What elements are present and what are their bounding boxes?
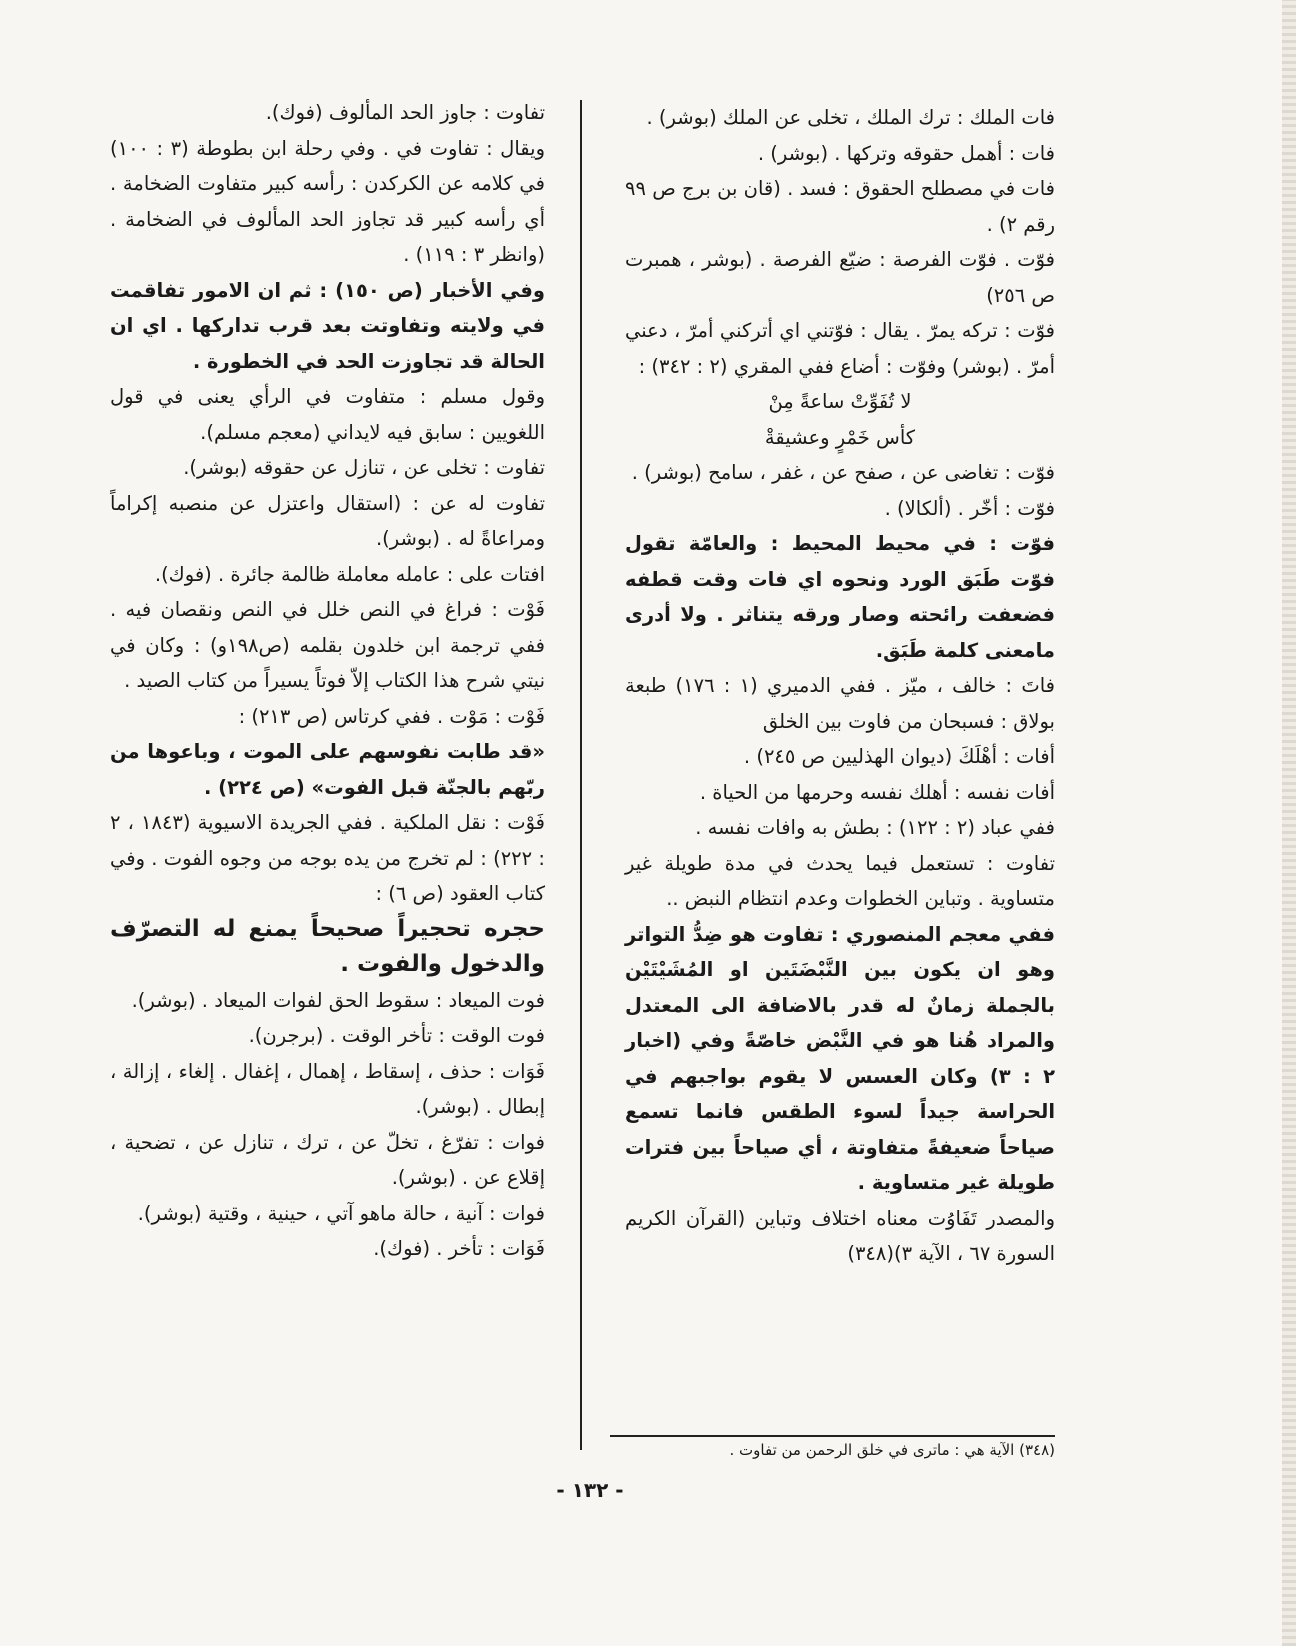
verse-line: كأس خَمْرٍ وعشيقةْ <box>764 425 916 449</box>
entry: فوّت . فوّت الفرصة : ضيّع الفرصة . (بوشر ، همبرت ص ٢٥٦) <box>625 248 1055 307</box>
entry: فَوْت : مَوْت . ففي كرتاس (ص ٢١٣) : <box>238 704 545 728</box>
entry: فوات : تفرّغ ، تخلّ عن ، ترك ، تنازل عن ، تضحية ، إقلاع عن . (بوشر). <box>110 1130 545 1189</box>
quote: «قد طابت نفوسهم على الموت ، وباعوها من ربّهم بالجنّة قبل الفوت» (ص ٢٢٤) . <box>110 740 545 799</box>
entry: فاتَ : خالف ، ميّز . ففي الدميري (١ : ١٧٦) طبعة بولاق : فسبحان من فاوت بين الخلق <box>625 674 1055 733</box>
entry: فوّت : تركه يمرّ . يقال : فوّتني اي أتركني أمرّ ، دعني أمرّ . (بوشر) وفوّت : أضاع ففي المقري (٢ : ٣٤٢) : <box>625 319 1055 378</box>
entry: فَوْت : نقل الملكية . ففي الجريدة الاسيوية (١٨٤٣ ، ٢ : ٢٢٢) : لم تخرج من يده بوجه من وجوه الفوت . وفي كتاب العقود (ص ٦) : <box>110 811 545 905</box>
entry: تفاوت : جاوز الحد المألوف (فوك). <box>265 101 545 124</box>
entry: ففي معجم المنصوري : تفاوت هو ضِدُّ التواتر وهو ان يكون بين النَّبْضَتَين او المُشَيْتَيْن بالجملة زمانٌ له قدر بالاضافة الى المعتدل والمراد هُنا هو في النَّبْض خاصّةً وفي (اخبار ٢ : ٣) وكان العسس لا يقوم بواجبهم في الحراسة جيداً لسوء الطقس فانما تسمع صياحاً ضعيفةً متفاوتة ، أي صياحاً بين فترات طويلة غير متساوية . <box>625 922 1055 1194</box>
right-column <box>625 100 1055 1272</box>
left-column <box>110 95 545 1267</box>
entry: فوت الوقت : تأخر الوقت . (برجرن). <box>248 1024 545 1047</box>
quote: حجره تحجيراً صحيحاً يمنع له التصرّف والدخول والفوت . <box>110 915 545 977</box>
entry: فات في مصطلح الحقوق : فسد . (قان بن برج ص ٩٩ رقم ٢) . <box>625 177 1055 236</box>
scan-edge <box>1282 0 1296 1646</box>
entry: تفاوت : تخلى عن ، تنازل عن حقوقه (بوشر). <box>183 456 545 479</box>
entry: تفاوت له عن : (استقال واعتزل عن منصبه إكراماً ومراعاةً له . (بوشر). <box>110 491 545 550</box>
entry: افتات على : عامله معاملة ظالمة جائرة . (فوك). <box>154 562 545 586</box>
entry: ففي عباد (٢ : ١٢٢) : بطش به وافات نفسه . <box>695 816 1055 839</box>
entry: والمصدر تَفَاوُت معناه اختلاف وتباين (القرآن الكريم السورة ٦٧ ، الآية ٣)(٣٤٨) <box>625 1206 1055 1265</box>
entry: أفات نفسه : أهلك نفسه وحرمها من الحياة . <box>699 780 1055 804</box>
entry: فوات : آنية ، حالة ماهو آتي ، حينية ، وقتية (بوشر). <box>137 1201 545 1225</box>
entry: فوت الميعاد : سقوط الحق لفوات الميعاد . (بوشر). <box>131 988 545 1012</box>
entry: وقول مسلم : متفاوت في الرأي يعنى في قول اللغويين : سابق فيه لايداني (معجم مسلم). <box>110 385 545 444</box>
entry: فات : أهمل حقوقه وتركها . (بوشر) . <box>757 141 1055 165</box>
entry: تفاوت : تستعمل فيما يحدث في مدة طويلة غير متساوية . وتباين الخطوات وعدم انتظام النبض .. <box>625 851 1055 910</box>
column-divider <box>580 100 582 1450</box>
verse-line: لا تُفَوِّتْ ساعةً مِنْ <box>768 390 912 413</box>
entry: فوّت : أخّر . (ألكالا) . <box>884 496 1055 520</box>
entry: فَوَات : حذف ، إسقاط ، إهمال ، إغفال . إلغاء ، إزالة ، إبطال . (بوشر). <box>110 1059 545 1118</box>
entry: فوّت : تغاضى عن ، صفح عن ، غفر ، سامح (بوشر) . <box>631 461 1055 484</box>
page-number: - ١٣٢ - <box>556 1478 624 1502</box>
entry: أفات : أهْلَكَ (ديوان الهذليين ص ٢٤٥) . <box>743 745 1055 768</box>
entry: فَوَات : تأخر . (فوك). <box>373 1237 545 1260</box>
entry: وفي الأخبار (ص ١٥٠) : ثم ان الامور تفاقمت في ولايته وتفاوتت بعد قرب تداركها . اي ان الحالة قد تجاوزت الحد في الخطورة . <box>110 278 545 373</box>
entry: فات الملك : ترك الملك ، تخلى عن الملك (بوشر) . <box>646 106 1055 129</box>
entry: فَوْت : فراغ في النص خلل في النص ونقصان فيه . ففي ترجمة ابن خلدون بقلمه (ص١٩٨و) : وكان في نيتي شرح هذا الكتاب إلاّ فوتاً يسيراً من كتاب الصيد . <box>110 598 546 692</box>
entry: فوّت : في محيط المحيط : والعامّة تقول فوّت طَبَق الورد ونحوه اي فات وقت قطفه فضعفت رائحته وصار ورقه يتناثر . ولا أدرى مامعنى كلمة طَبَق. <box>625 532 1055 662</box>
footnote: (٣٤٨) الآية هي : ماترى في خلق الرحمن من تفاوت . <box>729 1441 1055 1459</box>
entry: ويقال : تفاوت في . وفي رحلة ابن بطوطة (٣ : ١٠٠) في كلامه عن الكركدن : رأسه كبير متفاوت الضخامة . أي رأسه كبير قد تجاوز الحد المألوف في الضخامة . (وانظر ٣ : ١١٩) . <box>110 136 545 266</box>
